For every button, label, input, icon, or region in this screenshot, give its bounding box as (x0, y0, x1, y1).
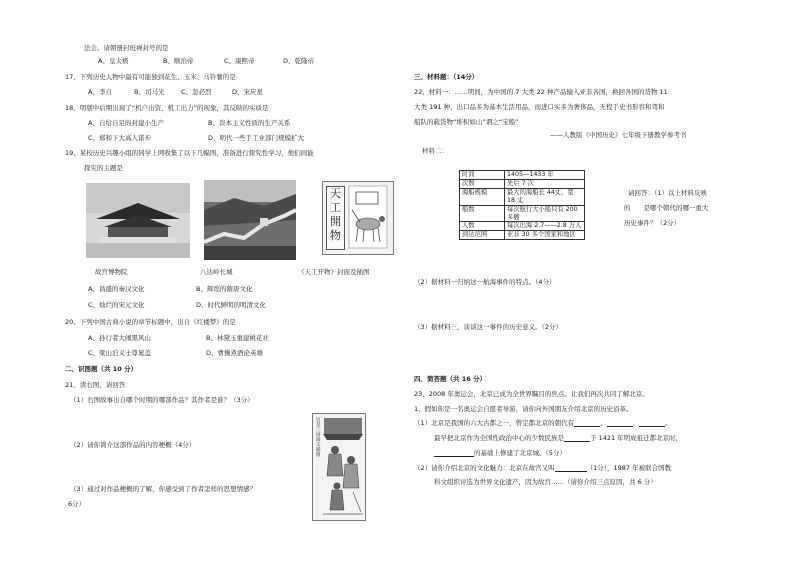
q18-option-d: D、明代一些手工业部门规模扩大 (208, 134, 305, 142)
q23-part1-b (434, 434, 682, 442)
q22-material1-line2: 大类 191 种，出口品多为基本生活用品，而进口实多为奢侈品，无程手史书形容和驾和 (414, 103, 665, 111)
q23-part2-line2: 科文组织评选为世界文化遗产，因为故宫……（请你介绍三点原因，共 6 分） (434, 478, 657, 486)
q23-stem: 23、2008 年奥运会，北京已成为全世界瞩目的焦点。让我们再次共同了解北京。 (414, 390, 649, 398)
tiangong-kaiwu-illustration (322, 181, 394, 255)
q22-material1-line1: 22、材料一：……明间，为中国的 7 大类 22 种产品输入亚非各国，换回各国的货物 11 (414, 88, 668, 96)
section-4-heading: 四、简答题（共 16 分） (414, 375, 487, 383)
table-row (460, 205, 585, 222)
q20-stem: 20、下列中国古典小说的章节标题中，出自《红楼梦》的是 (65, 318, 236, 326)
q18-stem: 18、明朝中后期出现了“机户出资，机工出力”的现象，其反映的实质是 (65, 104, 269, 112)
forbidden-city-photo (86, 183, 190, 258)
q19-option-d: D、时代鲜明的明清文化 (196, 301, 267, 309)
table-cell-key: 次数 (460, 180, 505, 189)
q16-option-a: A、皇太极 (98, 57, 129, 65)
romance-three-kingdoms-illustration (312, 413, 366, 521)
caption-forbidden-city: 故宫博物院 (95, 268, 128, 276)
blank-ethnic-group[interactable] (564, 435, 590, 442)
caption-great-wall: 八达岭长城 (200, 268, 233, 276)
q16-tail: 法会。请朝册封班禅封号的是 (84, 44, 169, 52)
illustration-caption: 这是三国演义插图 (316, 418, 321, 458)
q21-part1: （1）右图故事出自哪个时期的哪部作品？其作者是谁？（3分） (70, 396, 254, 404)
table-row (460, 171, 585, 180)
q21-part3-line1: （3）通过对作品梗概的了解，你感受到了作者怎样的思想情感？ (70, 485, 257, 493)
q23-part1-a-text: （1）北京是我国的六大古都之一，曾定都北京的朝代有 (414, 419, 575, 427)
q22-part3: （3）据材料三，谈谈这一事件的历史意义。（2分） (414, 323, 563, 331)
q19-stem-line2: 探究的主题是 (84, 164, 123, 172)
q23-part2-line1 (414, 464, 671, 472)
q19-option-b: B、辉煌的隋唐文化 (196, 285, 253, 293)
q20-option-d: D、曹操煮酒论英雄 (206, 349, 264, 357)
q17-option-b: B、司马光 (134, 88, 165, 96)
q23-part1: 1、假如你是一名奥运会自愿者导游，请你向外国朋友介绍北京的历史沿革。 (414, 405, 633, 413)
q16-option-c: C、康熙帝 (224, 57, 255, 65)
blank-dynasty-3[interactable] (639, 420, 665, 427)
q22-ask-line3: 历史事件？（2分） (624, 219, 681, 227)
material2-label: 材料二： (422, 147, 448, 155)
q22-part2: （2）据材料一归纳这一航海事件的特点。（4分） (414, 278, 556, 286)
q23-part2-a-text: （2）请你介绍北京的文化魅力：北京在故宫又叫 (414, 464, 555, 472)
table-cell-key: 到达范围 (460, 231, 505, 240)
table-cell-key: 海船规模 (460, 189, 505, 206)
q19-stem-line1: 19、某校历史兴趣小组的同学上网收集了以下几幅图，准备进行探究性学习，他们间能 (65, 149, 314, 157)
blank-dynasty-1[interactable] (574, 420, 600, 427)
q19-option-c: C、灿烂的宋元文化 (88, 301, 145, 309)
section-3-heading: 三、材料题：（14分） (414, 73, 479, 81)
section-2-heading: 二、识图题（共 10 分） (65, 365, 138, 373)
q22-ask-line2: 的 是哪个朝代的哪一重大 (624, 204, 709, 212)
table-cell-value: 先后 7 次 (505, 180, 585, 189)
q22-ask-line1: 请回答：（1）以上材料反映 (628, 189, 707, 197)
q20-option-b: B、林黛玉重建桃花社 (206, 334, 269, 342)
q23-part1-b-text: 最早把北京作为全国性政治中心的少数民族是 (434, 434, 564, 442)
q22-material1-line3: 船队的载货物“堆积如山”谓之“宝船” (414, 118, 519, 126)
q21-part3-line2: 6分） (68, 500, 86, 508)
q17-option-c: C、忽必烈 (181, 88, 212, 96)
q20-option-c: C、梁山泊义士尊晁盖 (88, 349, 152, 357)
blank-base-city[interactable] (434, 450, 474, 457)
q16-option-d: D、乾隆帝 (283, 57, 315, 65)
q23-part1-b-text2: 于 1421 年明成祖迁都北京时， (590, 434, 683, 442)
great-wall-photo (204, 180, 296, 260)
q21-part2: （2）请你简介这部作品的内容梗概（4分） (70, 441, 196, 449)
table-cell-value: 1405—1433 年 (505, 171, 585, 180)
table-row (460, 222, 585, 231)
q18-option-c: C、郑和下大高人诺步 (88, 134, 152, 142)
q18-option-b: B、资本主义性质的生产关系 (208, 119, 291, 127)
table-cell-key: 时间 (460, 171, 505, 180)
q22-material1-source: ——人教版《中国历史》七年级下册教学参考书 (550, 131, 687, 139)
table-cell-key: 人数 (460, 222, 505, 231)
q18-option-a: A、自给自足的封建小生产 (88, 119, 164, 127)
blank-dynasty-2[interactable] (607, 420, 633, 427)
table-cell-value: 每次航行大小船只有 200 多艘 (505, 205, 585, 222)
table-cell-key: 船数 (460, 205, 505, 222)
table-cell-value: 最大的海船长 44丈，宽 18 丈 (505, 189, 585, 206)
q16-option-b: B、顺治帝 (163, 57, 194, 65)
q23-part1-a: （1）北京是我国的六大古都之一，曾定都北京的朝代有 、 、 。 (414, 419, 672, 427)
tiangong-kaiwu-cover-title: 天工開物 (326, 186, 345, 250)
q17-option-d: D、宋应星 (232, 88, 264, 96)
table-row (460, 231, 585, 240)
blank-palace-name[interactable] (555, 465, 587, 472)
caption-tiangong-kaiwu: 《天工开物》封面及插图 (298, 268, 370, 276)
table-row (460, 180, 585, 189)
q17-option-a: A、李自 (88, 88, 112, 96)
q19-option-a: A、昌盛的秦汉文化 (88, 285, 145, 293)
q20-option-a: A、孙行者大闹黑风山 (88, 334, 151, 342)
q21-stem: 21、读右图，请回答： (65, 381, 132, 389)
q23-part1-c-text: 的基础上修建了北京城。（5分） (474, 449, 566, 457)
table-row (460, 189, 585, 206)
q23-part1-c (434, 449, 566, 457)
material2-table (459, 170, 585, 240)
q17-stem: 17、下列历史人物中最有可能独到花生、玉米、马铃薯的是 (65, 73, 236, 81)
q23-part2-a-text2: （1分），1987 年被联合国教 (586, 464, 672, 472)
table-cell-value: 每次出海 2.7——2.8 万人 (505, 222, 585, 231)
table-cell-value: 亚非 30 多个国家和地区 (505, 231, 585, 240)
